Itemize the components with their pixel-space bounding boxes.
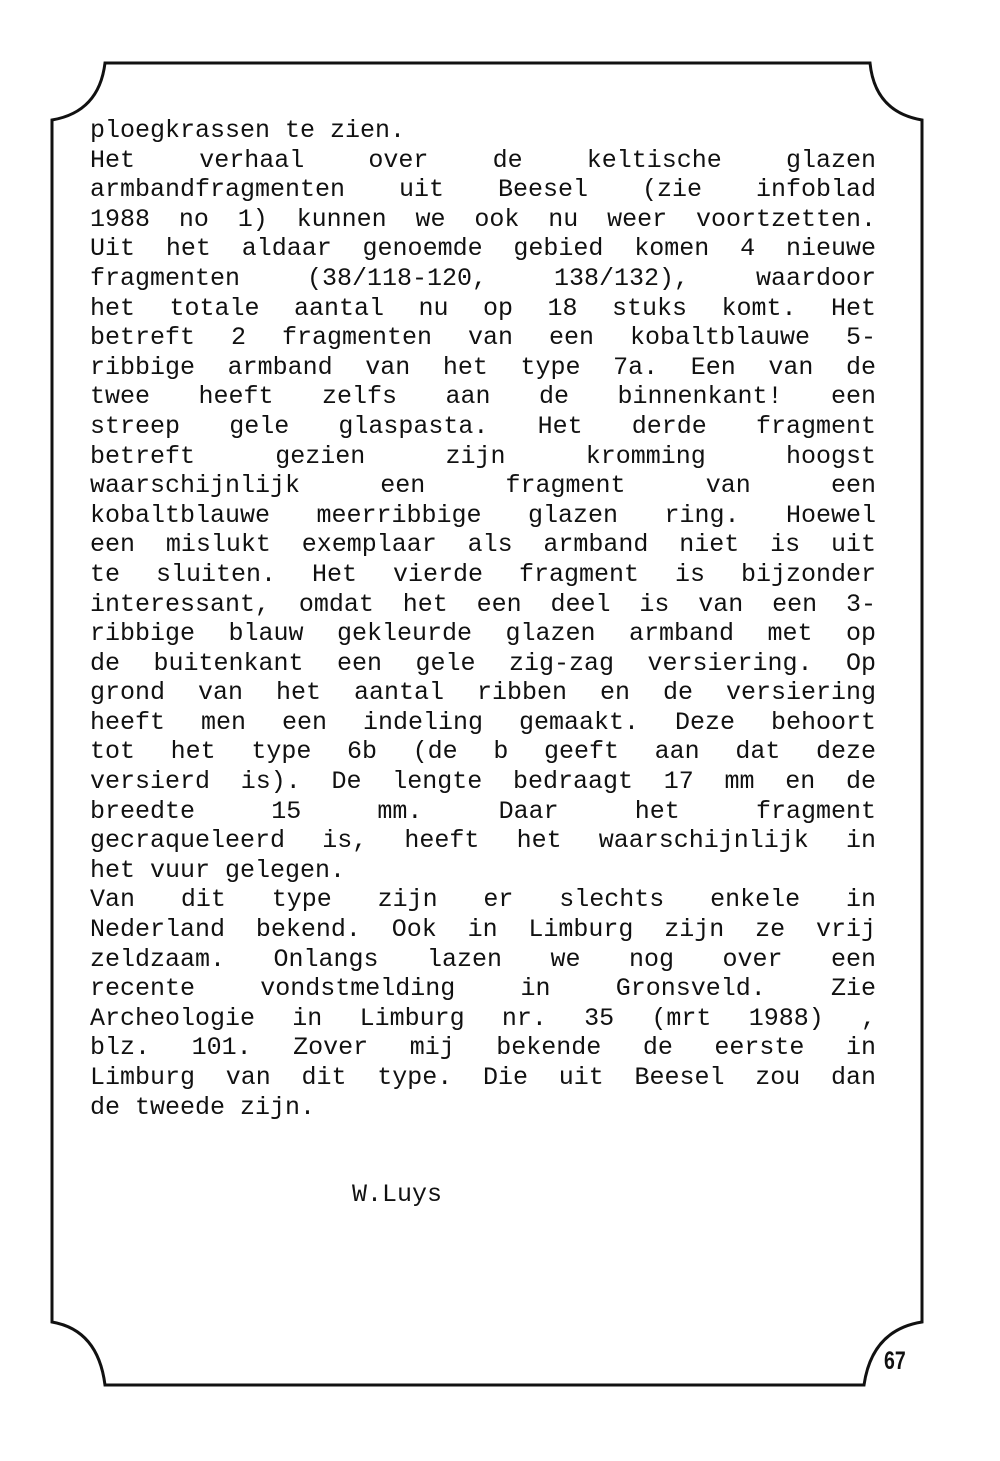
text-line: blz. 101. Zover mij bekende de eerste in — [90, 1033, 876, 1063]
text-line: 1988 no 1) kunnen we ook nu weer voortzetten. — [90, 204, 876, 234]
text-line: ribbige blauw gekleurde glazen armband met op — [90, 619, 876, 649]
text-line: twee heeft zelfs aan de binnenkant! een — [90, 382, 876, 412]
text-line: versierd is). De lengte bedraagt 17 mm en de — [90, 767, 876, 797]
text-line: de buitenkant een gele zig-zag versiering. Op — [90, 648, 876, 678]
text-line: betreft 2 fragmenten van een kobaltblauwe 5- — [90, 323, 876, 353]
text-line: interessant, omdat het een deel is van een 3- — [90, 589, 876, 619]
text-line: fragmenten (38/118-120, 138/132), waardoor — [90, 263, 876, 293]
text-line: betreft gezien zijn kromming hoogst — [90, 441, 876, 471]
text-line: recente vondstmelding in Gronsveld. Zie — [90, 974, 876, 1004]
author-signature: W.Luys — [352, 1180, 443, 1209]
text-line: ploegkrassen te zien. — [90, 116, 406, 145]
text-line: heeft men een indeling gemaakt. Deze behoort — [90, 707, 876, 737]
text-line: streep gele glaspasta. Het derde fragment — [90, 411, 876, 441]
text-line: Het verhaal over de keltische glazen — [90, 145, 876, 175]
text-line: Limburg van dit type. Die uit Beesel zou dan — [90, 1063, 876, 1092]
text-line: armbandfragmenten uit Beesel (zie infoblad — [90, 175, 876, 205]
text-line: grond van het aantal ribben en de versiering — [90, 678, 876, 708]
text-line: breedte 15 mm. Daar het fragment — [90, 796, 876, 826]
text-line: Nederland bekend. Ook in Limburg zijn ze vrij — [90, 915, 876, 945]
text-line: het totale aantal nu op 18 stuks komt. Het — [90, 293, 876, 323]
text-line: Archeologie in Limburg nr. 35 (mrt 1988) , — [90, 1003, 876, 1033]
text-line: gecraqueleerd is, heeft het waarschijnlijk in — [90, 826, 876, 856]
text-line: waarschijnlijk een fragment van een — [90, 471, 876, 501]
text-line: Uit het aldaar genoemde gebied komen 4 nieuwe — [90, 234, 876, 264]
text-line: tot het type 6b (de b geeft aan dat deze — [90, 737, 876, 767]
text-line: een mislukt exemplaar als armband niet is uit — [90, 530, 876, 560]
body-text — [90, 116, 876, 1122]
text-line: kobaltblauwe meerribbige glazen ring. Hoewel — [90, 500, 876, 530]
text-line: Van dit type zijn er slechts enkele in — [90, 885, 876, 915]
text-line: ribbige armband van het type 7a. Een van de — [90, 352, 876, 382]
page-number: 67 — [884, 1347, 906, 1375]
text-line: de tweede zijn. — [90, 1092, 316, 1122]
text-line: zeldzaam. Onlangs lazen we nog over een — [90, 944, 876, 974]
text-line: te sluiten. Het vierde fragment is bijzonder — [90, 559, 876, 589]
text-line: het vuur gelegen. — [90, 855, 346, 885]
